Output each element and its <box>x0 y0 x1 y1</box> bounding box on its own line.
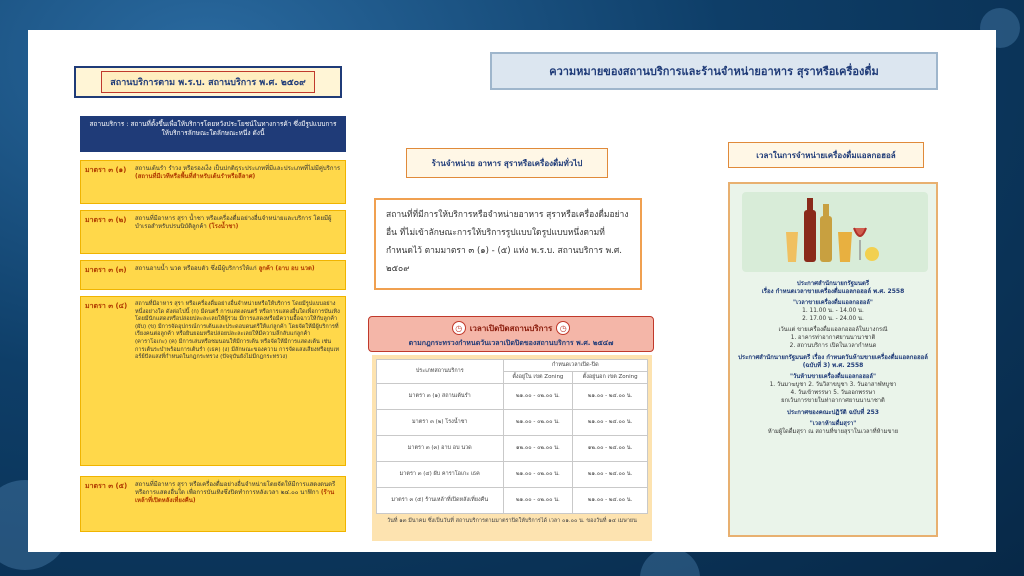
table-row: มาตรา ๓ (๑) สถานเต้นรำ ๒๑.๐๐ - ๐๒.๐๐ น. ๒๑.๐๐ - ๒๔.๐๐ น. <box>377 384 648 410</box>
alcohol-regulations <box>730 280 936 436</box>
law-text: สถานอาบน้ำ นวด หรืออบตัว ซึ่งมีผู้บริการให้แก่ <box>135 265 257 272</box>
background-bubble <box>640 548 700 576</box>
regulation-line: ประกาศสำนักนายกรัฐมนตรี เรื่อง กำหนดวันห้ามขายเครื่องดื่มแอลกอฮอล์ (ฉบับที่ 3) พ.ศ. 2558 <box>738 354 928 369</box>
law-row <box>80 476 346 532</box>
alcohol-hours-panel <box>728 182 938 537</box>
table-header: ประเภทสถานบริการ <box>377 360 504 384</box>
opening-hours-table <box>376 359 648 514</box>
regulation-line: 4. วันเข้าพรรษา 5. วันออกพรรษา <box>790 390 876 396</box>
left-section-title: สถานบริการตาม พ.ร.บ. สถานบริการ พ.ศ. ๒๕๐๙ <box>74 66 342 98</box>
clock-icon: ◷ <box>452 321 466 335</box>
regulation-line: ยกเว้นการขายในท่าอากาศยานนานาชาติ <box>781 398 885 404</box>
opening-hours-banner <box>368 316 654 352</box>
law-highlight: (โรงน้ำชา) <box>208 223 239 230</box>
opening-hours-subtitle: ตามกฎกระทรวงกำหนดวันเวลาเปิดปิดของสถานบริการ พ.ศ. ๒๕๔๗ <box>408 339 614 347</box>
table-header: ตั้งอยู่นอก เขต Zoning <box>573 372 648 384</box>
right-section-title: เวลาในการจำหน่ายเครื่องดื่มแอลกอฮอล์ <box>728 142 924 168</box>
regulation-line: ห้ามผู้ใดดื่มสุรา ณ สถานที่ขายสุราในเวลาที่ห้ามขาย <box>767 429 899 435</box>
drinks-illustration <box>742 192 928 272</box>
law-row <box>80 160 346 204</box>
regulation-line: "วันห้ามขายเครื่องดื่มแอลกอฮอล์" <box>790 374 876 380</box>
regulation-line: 1. 11.00 น. - 14.00 น. <box>802 308 864 314</box>
restaurant-definition: สถานที่ที่มีการให้บริการหรือจำหน่ายอาหาร สุราหรือเครื่องดื่มอย่างอื่น ที่ไม่เข้าลักษณะการให้บริการรูปแบบใดรูปแบบหนึ่งตามที่กำหนดไว้ ตามมาตรา ๓ (๑) - (๕) แห่ง พ.ร.บ. สถานบริการ พ.ศ. ๒๕๐๙ <box>374 198 642 290</box>
law-text: สถานที่มีอาหาร สุรา หรือเครื่องดื่มอย่างอื่นจำหน่ายโดยจัดให้มีการแสดงดนตรีหรือการแสดงอื่นใด เพื่อการบันเทิงซึ่งปิดทำการหลังเวลา ๒๔.๐๐ นาฬิกา <box>135 481 336 496</box>
page-title: ความหมายของสถานบริการและร้านจำหน่ายอาหาร สุราหรือเครื่องดื่ม <box>490 52 938 90</box>
table-note: วันที่ ๑๓ มีนาคม ซึ่งเป็นวันที่ สถานบริการตามมาตราปิดให้บริการได้ เวลา ๐๑.๐๐ น. ของวันที่ ๑๔ เมษายน <box>387 518 637 524</box>
law-text: สถานเต้นรำ รำวง หรือรองเง็ง เป็นปกติธุระประเภทที่มีและประเภทที่ไม่มีคู่บริการ <box>135 165 341 172</box>
table-row: มาตรา ๓ (๔) ผับ คาราโอเกะ เธค ๒๑.๐๐ - ๐๒.๐๐ น. ๒๑.๐๐ - ๒๔.๐๐ น. <box>377 462 648 488</box>
regulation-line: "เวลาห้ามดื่มสุรา" <box>809 421 857 427</box>
law-text: สถานที่มีอาหาร สุรา หรือเครื่องดื่มอย่างอื่นจำหน่ายหรือให้บริการ โดยมีรูปแบบอย่างหนึ่งอย่างใด ดังต่อไปนี้ (ก) มีดนตรี การแสดงดนตรี หรือการแสดงอื่นใดเพื่อการบันเทิงโดยมีนักแสดงหรือปล่อยปละละเลยให้ผู้ร่วม มีการแสดงหรือมีความอื้อฉาวให้กับลูกค้า (ผับ) (ข) มีการจัดอุปกรณ์การเต้นและประดอบดนตรีให้แก่ลูกค้า โดยจัดให้มีผู้บริการที่เรียงคนต่อลูกค้า หรือยินยอมหรือปล่อยปละละเลยให้มีความลึกลับแก่ลูกค้า (คาราโอเกะ) (ค) มีการเล่นหรือชมนอนให้มีการเต้น หรือจัดให้มีการแสดงเต้น เช่น การเต้นระบำพร้อมการเต้นรำ (เธค) (ง) มีลักษณะของความ การจัดแสงเสียงหรือยุบเทอร์ย์ปัลแสงที่กำหนดในกฎกระทรวง (ปัจจุบันยังไม่มีกฎกระทรวง) <box>135 301 340 361</box>
law-tag: มาตรา ๓ (๓) <box>85 266 127 274</box>
law-tag: มาตรา ๓ (๔) <box>85 302 128 310</box>
table-row: มาตรา ๓ (๓) อาบ อบ นวด ๑๒.๐๐ - ๐๒.๐๐ น. ๑๒.๐๐ - ๒๔.๐๐ น. <box>377 436 648 462</box>
law-tag: มาตรา ๓ (๒) <box>85 216 127 224</box>
table-header: ตั้งอยู่ใน เขต Zoning <box>503 372 573 384</box>
service-definition: สถานบริการ : สถานที่ตั้งขึ้นเพื่อให้บริการโดยหวังประโยชน์ในทางการค้า ซึ่งมีรูปแบบการให้บริการลักษณะใดลักษณะหนึ่ง ดังนี้ <box>80 116 346 152</box>
regulation-line: 2. 17.00 น. - 24.00 น. <box>802 316 864 322</box>
regulation-line: 1. อาคารท่าอากาศยานนานาชาติ <box>790 335 876 341</box>
regulation-line: "เวลาขายเครื่องดื่มแอลกอฮอล์" <box>793 300 873 306</box>
law-row <box>80 296 346 466</box>
law-tag: มาตรา ๓ (๕) <box>85 482 128 490</box>
slide <box>28 30 996 552</box>
regulation-line: 1. วันมาฆบูชา 2. วันวิสาขบูชา 3. วันอาสาฬหบูชา <box>769 382 897 388</box>
table-row: มาตรา ๓ (๕) ร้านเหล้าที่เปิดหลังเที่ยงคืน ๒๑.๐๐ - ๐๒.๐๐ น. ๒๑.๐๐ - ๒๔.๐๐ น. <box>377 488 648 514</box>
law-highlight: (สถานที่มีเวทีหรือพื้นที่สำหรับเต้นรำหรือลีลาศ) <box>135 173 256 180</box>
regulation-line: เว้นแต่ ขายเครื่องดื่มแอลกอฮอล์ในบางกรณี <box>778 327 888 333</box>
regulation-line: 2. สถานบริการ เปิดในเวลากำหนด <box>789 343 877 349</box>
opening-hours-table-container <box>372 355 652 541</box>
regulation-line: ประกาศสำนักนายกรัฐมนตรี <box>796 280 870 287</box>
table-row: มาตรา ๓ (๒) โรงน้ำชา ๒๑.๐๐ - ๐๒.๐๐ น. ๒๑.๐๐ - ๒๔.๐๐ น. <box>377 410 648 436</box>
law-row <box>80 210 346 254</box>
law-tag: มาตรา ๓ (๑) <box>85 166 127 174</box>
law-row <box>80 260 346 290</box>
regulation-line: เรื่อง กำหนดเวลาขายเครื่องดื่มแอลกอฮอล์ พ.ศ. 2558 <box>761 288 905 295</box>
law-text: สถานที่มีอาหาร สุรา น้ำชา หรือเครื่องดื่มอย่างอื่นจำหน่ายและบริการ โดยมีผู้บำเรอสำหรับปรนนิบัติลูกค้า <box>135 215 332 230</box>
law-highlight: (ร้านเหล้าที่เปิดหลังเที่ยงคืน) <box>135 489 335 504</box>
clock-icon: ◷ <box>556 321 570 335</box>
law-highlight: ลูกค้า (อาบ อบ นวด) <box>258 265 315 272</box>
table-header: กำหนดเวลาเปิด-ปิด <box>503 360 647 372</box>
drinks-icon <box>742 192 928 272</box>
opening-hours-title: เวลาเปิดปิดสถานบริการ <box>469 323 553 333</box>
middle-section-title: ร้านจำหน่าย อาหาร สุราหรือเครื่องดื่มทั่วไป <box>406 148 608 178</box>
regulation-line: ประกาศของคณะปฏิวัติ ฉบับที่ 253 <box>787 409 879 416</box>
